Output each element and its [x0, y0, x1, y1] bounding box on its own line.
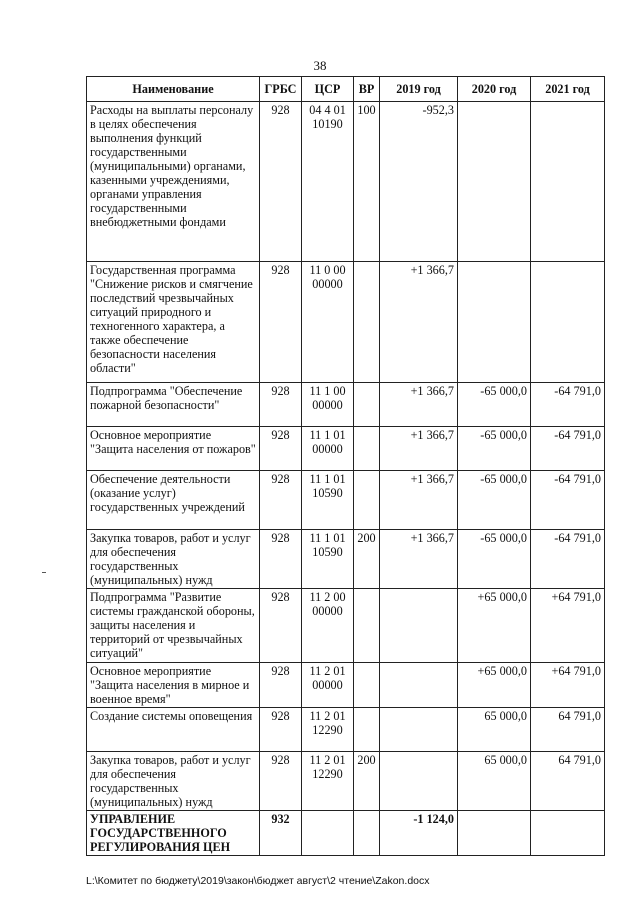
- table-row: [87, 811, 605, 856]
- table-row: [87, 589, 605, 663]
- header-2020: 2020 год: [458, 77, 531, 102]
- row-csr-cell: 11 2 00 00000: [302, 589, 354, 663]
- row-2019-cell: [380, 708, 458, 752]
- row-vr-cell: [354, 589, 380, 663]
- row-vr-cell: [354, 427, 380, 471]
- row-csr-cell: 11 1 00 00000: [302, 383, 354, 427]
- table-row: [87, 102, 605, 262]
- table-row: [87, 383, 605, 427]
- row-2021-cell: [531, 102, 605, 262]
- row-name-cell: Основное мероприятие "Защита населения от пожаров": [87, 427, 260, 471]
- row-name-cell: Основное мероприятие "Защита населения в мирное и военное время": [87, 663, 260, 708]
- row-2021-cell: -64 791,0: [531, 383, 605, 427]
- row-name-cell: Обеспечение деятельности (оказание услуг) государственных учреждений: [87, 471, 260, 530]
- row-2020-cell: [458, 262, 531, 383]
- row-2019-cell: +1 366,7: [380, 427, 458, 471]
- budget-table: [86, 76, 605, 856]
- row-2021-cell: [531, 811, 605, 856]
- header-2021: 2021 год: [531, 77, 605, 102]
- row-name-cell: УПРАВЛЕНИЕ ГОСУДАРСТВЕННОГО РЕГУЛИРОВАНИЯ ЦЕН: [87, 811, 260, 856]
- row-name-cell: Закупка товаров, работ и услуг для обеспечения государственных (муниципальных) нужд: [87, 530, 260, 589]
- row-grbs-cell: 928: [260, 262, 302, 383]
- row-csr-cell: 11 1 01 00000: [302, 427, 354, 471]
- table-row: [87, 530, 605, 589]
- row-grbs-cell: 928: [260, 427, 302, 471]
- row-vr-cell: [354, 262, 380, 383]
- row-name-cell: Расходы на выплаты персоналу в целях обеспечения выполнения функций государственными (муниципальными) органами, казенными учреждениями, органами управления государственными внебюджетными фондами: [87, 102, 260, 262]
- row-name-cell: Создание системы оповещения: [87, 708, 260, 752]
- row-name-cell: Закупка товаров, работ и услуг для обеспечения государственных (муниципальных) нужд: [87, 752, 260, 811]
- table-row: [87, 752, 605, 811]
- row-2021-cell: +64 791,0: [531, 589, 605, 663]
- row-vr-cell: 200: [354, 530, 380, 589]
- row-2020-cell: -65 000,0: [458, 530, 531, 589]
- row-2020-cell: [458, 811, 531, 856]
- row-vr-cell: [354, 471, 380, 530]
- header-vr: ВР: [354, 77, 380, 102]
- row-2021-cell: +64 791,0: [531, 663, 605, 708]
- row-2019-cell: [380, 589, 458, 663]
- row-2020-cell: -65 000,0: [458, 427, 531, 471]
- row-grbs-cell: 928: [260, 383, 302, 427]
- table-row: [87, 427, 605, 471]
- page-number: 38: [313, 58, 327, 73]
- row-2019-cell: +1 366,7: [380, 262, 458, 383]
- row-csr-cell: 11 2 01 12290: [302, 708, 354, 752]
- row-2021-cell: -64 791,0: [531, 530, 605, 589]
- row-name-cell: Государственная программа "Снижение рисков и смягчение последствий чрезвычайных ситуаций природного и техногенного характера, а также обеспечение безопасности населения области": [87, 262, 260, 383]
- row-2019-cell: +1 366,7: [380, 383, 458, 427]
- header-grbs: ГРБС: [260, 77, 302, 102]
- row-grbs-cell: 932: [260, 811, 302, 856]
- row-2020-cell: 65 000,0: [458, 752, 531, 811]
- row-2021-cell: [531, 262, 605, 383]
- row-2021-cell: -64 791,0: [531, 427, 605, 471]
- table-row: [87, 262, 605, 383]
- header-csr: ЦСР: [302, 77, 354, 102]
- row-2020-cell: +65 000,0: [458, 663, 531, 708]
- row-2021-cell: 64 791,0: [531, 752, 605, 811]
- row-2021-cell: -64 791,0: [531, 471, 605, 530]
- row-2020-cell: 65 000,0: [458, 708, 531, 752]
- table-row: [87, 663, 605, 708]
- row-2019-cell: +1 366,7: [380, 471, 458, 530]
- row-2021-cell: 64 791,0: [531, 708, 605, 752]
- row-name-cell: Подпрограмма "Развитие системы гражданской обороны, защиты населения и территорий от чрезвычайных ситуаций": [87, 589, 260, 663]
- file-path-footer: L:\Комитет по бюджету\2019\закон\бюджет август\2 чтение\Zakon.docx: [86, 875, 430, 887]
- row-grbs-cell: 928: [260, 471, 302, 530]
- row-vr-cell: 200: [354, 752, 380, 811]
- row-2019-cell: +1 366,7: [380, 530, 458, 589]
- row-vr-cell: [354, 383, 380, 427]
- row-2019-cell: [380, 752, 458, 811]
- row-2019-cell: -952,3: [380, 102, 458, 262]
- row-grbs-cell: 928: [260, 708, 302, 752]
- row-2019-cell: [380, 663, 458, 708]
- header-name: Наименование: [87, 77, 260, 102]
- row-2020-cell: +65 000,0: [458, 589, 531, 663]
- row-vr-cell: [354, 811, 380, 856]
- row-csr-cell: 11 0 00 00000: [302, 262, 354, 383]
- row-grbs-cell: 928: [260, 530, 302, 589]
- row-grbs-cell: 928: [260, 589, 302, 663]
- row-2019-cell: -1 124,0: [380, 811, 458, 856]
- header-2019: 2019 год: [380, 77, 458, 102]
- row-vr-cell: [354, 708, 380, 752]
- row-csr-cell: [302, 811, 354, 856]
- row-grbs-cell: 928: [260, 752, 302, 811]
- row-csr-cell: 04 4 01 10190: [302, 102, 354, 262]
- margin-mark: [42, 572, 46, 573]
- table-header-row: [87, 77, 605, 102]
- row-2020-cell: -65 000,0: [458, 471, 531, 530]
- row-csr-cell: 11 1 01 10590: [302, 471, 354, 530]
- row-csr-cell: 11 2 01 12290: [302, 752, 354, 811]
- row-vr-cell: [354, 663, 380, 708]
- row-grbs-cell: 928: [260, 102, 302, 262]
- table-row: [87, 708, 605, 752]
- table-row: [87, 471, 605, 530]
- row-csr-cell: 11 2 01 00000: [302, 663, 354, 708]
- row-csr-cell: 11 1 01 10590: [302, 530, 354, 589]
- row-grbs-cell: 928: [260, 663, 302, 708]
- row-2020-cell: -65 000,0: [458, 383, 531, 427]
- row-vr-cell: 100: [354, 102, 380, 262]
- row-name-cell: Подпрограмма "Обеспечение пожарной безопасности": [87, 383, 260, 427]
- row-2020-cell: [458, 102, 531, 262]
